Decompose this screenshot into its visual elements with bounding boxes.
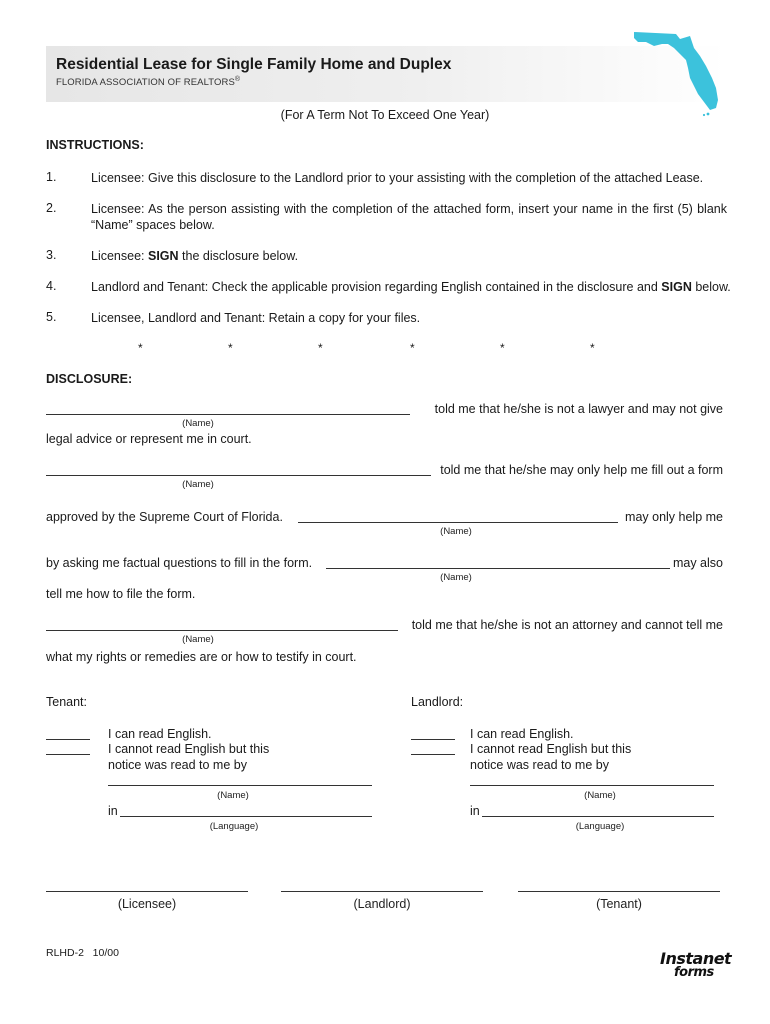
disclosure-text: told me that he/she is not a lawyer and may not give: [434, 402, 723, 416]
tenant-can-read-checkbox[interactable]: [46, 739, 90, 740]
instruction-number: 3.: [46, 248, 57, 262]
name-caption: (Name): [584, 790, 616, 801]
tenant-cannot-read-checkbox[interactable]: [46, 754, 90, 755]
name-caption: (Name): [217, 790, 249, 801]
instanet-forms-logo: Instanet forms: [660, 949, 732, 980]
instruction-text: Landlord and Tenant: Check the applicable provision regarding English contained in the disclosure and SIGN below.: [91, 280, 731, 294]
disclosure-text: may also: [672, 556, 723, 570]
document-title: Residential Lease for Single Family Home and Duplex: [56, 56, 452, 73]
language-caption: (Language): [575, 821, 625, 832]
licensee-signature-line[interactable]: [46, 891, 248, 892]
florida-map-icon: [632, 24, 728, 120]
separator-star: *: [410, 341, 415, 355]
header-band: [46, 46, 726, 102]
language-caption: (Language): [209, 821, 259, 832]
disclosure-text: tell me how to file the form.: [46, 587, 196, 601]
can-read-text: I can read English.: [470, 727, 574, 741]
instruction-number: 2.: [46, 201, 57, 215]
in-label: in: [108, 804, 118, 818]
landlord-caption: (Landlord): [353, 897, 411, 911]
form-code: RLHD-2 10/00: [46, 947, 119, 959]
disclosure-text: told me that he/she is not an attorney and cannot tell me: [411, 618, 723, 632]
instruction-number: 5.: [46, 310, 57, 324]
landlord-can-read-checkbox[interactable]: [411, 739, 455, 740]
disclosure-text: told me that he/she may only help me fill out a form: [440, 463, 723, 477]
separator-star: *: [500, 341, 505, 355]
tenant-reader-name-field[interactable]: [108, 785, 372, 786]
tenant-signature-line[interactable]: [518, 891, 720, 892]
licensee-caption: (Licensee): [117, 897, 177, 911]
can-read-text: I can read English.: [108, 727, 212, 741]
cannot-read-text: notice was read to me by: [470, 758, 609, 772]
tenant-language-field[interactable]: [120, 816, 372, 817]
separator-star: *: [138, 341, 143, 355]
name-blank-line[interactable]: [298, 522, 618, 523]
cannot-read-text: I cannot read English but this: [108, 742, 270, 756]
landlord-reader-name-field[interactable]: [470, 785, 714, 786]
disclosure-text: may only help me: [625, 510, 723, 524]
disclosure-text: approved by the Supreme Court of Florida.: [46, 510, 283, 524]
separator-star: *: [318, 341, 323, 355]
landlord-label: Landlord:: [411, 695, 464, 709]
term-subtitle: (For A Term Not To Exceed One Year): [280, 108, 490, 122]
separator-star: *: [590, 341, 595, 355]
cannot-read-text: I cannot read English but this: [470, 742, 632, 756]
instruction-text: Licensee: SIGN the disclosure below.: [91, 249, 299, 263]
name-caption: (Name): [440, 526, 472, 537]
tenant-label: Tenant:: [46, 695, 88, 709]
tenant-caption: (Tenant): [596, 897, 642, 911]
cannot-read-text: notice was read to me by: [108, 758, 247, 772]
instruction-number: 4.: [46, 279, 57, 293]
disclosure-text: what my rights or remedies are or how to testify in court.: [46, 650, 357, 664]
disclosure-heading: DISCLOSURE:: [46, 372, 133, 386]
disclosure-text: legal advice or represent me in court.: [46, 432, 252, 446]
landlord-cannot-read-checkbox[interactable]: [411, 754, 455, 755]
disclosure-text: by asking me factual questions to fill in the form.: [46, 556, 313, 570]
name-caption: (Name): [440, 572, 472, 583]
instructions-heading: INSTRUCTIONS:: [46, 138, 144, 152]
name-caption: (Name): [182, 418, 214, 429]
instruction-text: Licensee: Give this disclosure to the Landlord prior to your assisting with the completion of the attached Lease.: [91, 171, 704, 185]
instruction-number: 1.: [46, 170, 57, 184]
association-name: FLORIDA ASSOCIATION OF REALTORS®: [56, 76, 241, 89]
instruction-text: Licensee, Landlord and Tenant: Retain a copy for your files.: [91, 311, 421, 325]
in-label: in: [470, 804, 480, 818]
name-blank-line[interactable]: [326, 568, 670, 569]
instruction-text: Licensee: As the person assisting with the completion of the attached form, insert your name in the first (5) blank “Name” spaces below.: [91, 202, 727, 232]
name-blank-line[interactable]: [46, 475, 431, 476]
name-caption: (Name): [182, 634, 214, 645]
name-caption: (Name): [182, 479, 214, 490]
name-blank-line[interactable]: [46, 630, 398, 631]
separator-star: *: [228, 341, 233, 355]
name-blank-line[interactable]: [46, 414, 410, 415]
landlord-signature-line[interactable]: [281, 891, 483, 892]
landlord-language-field[interactable]: [482, 816, 714, 817]
